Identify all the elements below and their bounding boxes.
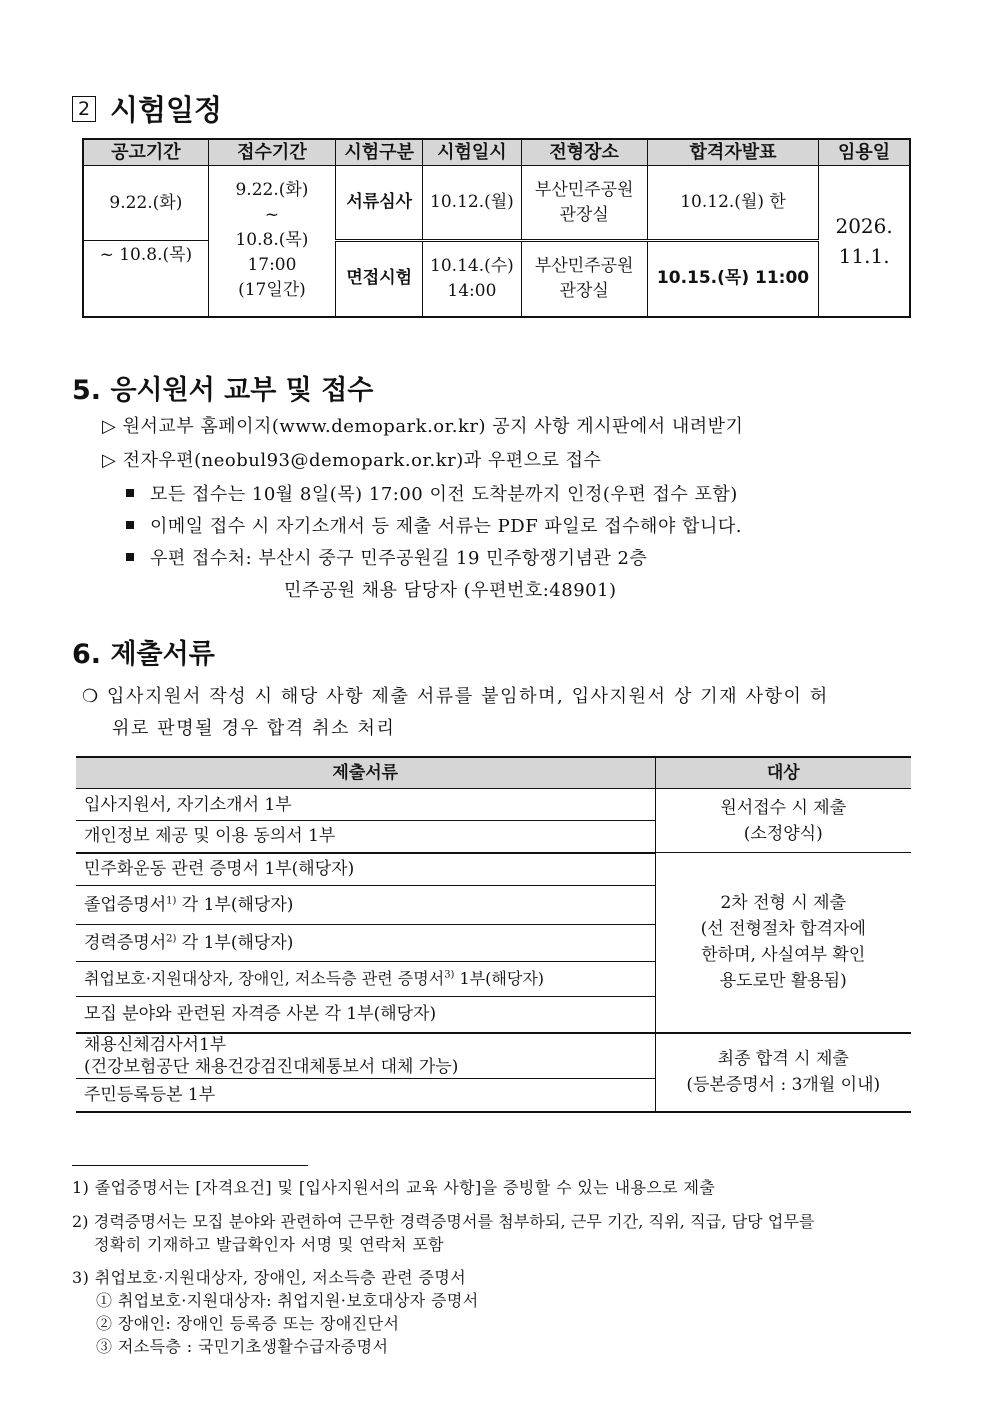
footnote-1: 1) 졸업증명서는 [자격요건] 및 [입사지원서의 교육 사항]을 증빙할 수 있는 내용으로 제출 (72, 1178, 716, 1197)
target-line: 용도로만 활용됨) (719, 971, 847, 992)
target-line: 2차 전형 시 제출 (720, 893, 847, 914)
exam-type-interview: 면접시험 (336, 241, 423, 317)
footnote-3-item-1: ① 취업보호·지원대상자: 취업지원·보호대상자 증명서 (96, 1291, 479, 1310)
target-group-2 (655, 853, 911, 1033)
target-line: (선 전형절차 합격자에 (700, 919, 866, 940)
doc-text: 채용신체검사서1부 (84, 1034, 227, 1055)
footnote-2-cont: 정확히 기재하고 발급확인자 서명 및 연락처 포함 (94, 1235, 445, 1254)
exam-schedule-table (82, 138, 911, 318)
section-number-box: 2 (72, 96, 96, 122)
target-line: (등본증명서 : 3개월 이내) (686, 1075, 881, 1095)
doc-text: 각 1부(해당자) (176, 933, 294, 953)
header-appointment-date: 임용일 (819, 139, 910, 166)
footnote-3-item-3: ③ 저소득층 : 국민기초생활수급자증명서 (96, 1337, 389, 1356)
doc-career-certificate (76, 925, 655, 962)
receipt-line: (17일간) (238, 280, 306, 301)
datetime-line: 14:00 (447, 280, 497, 301)
schedule-row-interview (83, 241, 910, 317)
header-exam-type: 시험구분 (336, 139, 423, 166)
receipt-line: ~ (264, 205, 280, 226)
doc-text: 취업보호·지원대상자, 장애인, 저소득층 관련 증명서 (84, 969, 445, 988)
footnote-ref: 3) (444, 969, 455, 981)
doc-protection-certificate (76, 962, 655, 997)
place-line: 부산민주공원 (534, 255, 634, 276)
section-5-title: 5. 응시원서 교부 및 접수 (72, 375, 374, 406)
doc-text: 각 1부(해당자) (176, 895, 294, 915)
announce-interview: 10.15.(목) 11:00 (647, 241, 818, 317)
section-6-intro-2: 위로 판명될 경우 합격 취소 처리 (112, 718, 396, 739)
header-exam-datetime: 시험일시 (423, 139, 521, 166)
bullet-text: 우편 접수처: 부산시 중구 민주공원길 19 민주항쟁기념관 2층 (150, 548, 648, 569)
header-announcement: 합격자발표 (647, 139, 818, 166)
place-line: 부산민주공원 (534, 179, 634, 200)
appointment-date-cell (819, 166, 910, 317)
section-5-item-download: ▷ 원서교부 홈페이지(www.demopark.or.kr) 공지 사항 게시판에서 내려받기 (102, 416, 744, 437)
docs-header-documents: 제출서류 (76, 757, 655, 789)
doc-application: 입사지원서, 자기소개서 1부 (76, 789, 655, 821)
doc-medical-exam (76, 1033, 655, 1079)
section-2-heading (72, 88, 222, 129)
exam-datetime-document (423, 166, 521, 241)
doc-text: 1부(해당자) (454, 969, 545, 988)
section-6-title: 6. 제출서류 (72, 639, 215, 670)
doc-graduation-certificate (76, 886, 655, 925)
doc-row (76, 853, 911, 886)
footnote-2: 2) 경력증명서는 모집 분야와 관련하여 근무한 경력증명서를 첨부하되, 근무 기간, 직위, 직급, 담당 업무를 (72, 1212, 815, 1231)
target-line: 원서접수 시 제출 (720, 797, 847, 818)
doc-row (76, 1033, 911, 1079)
exam-type-document: 서류심사 (336, 166, 423, 241)
section-5-item-email: ▷ 전자우편(neobul93@demopark.or.kr)과 우편으로 접수 (102, 450, 602, 471)
doc-license-copy: 모집 분야와 관련된 자격증 사본 각 1부(해당자) (76, 997, 655, 1033)
schedule-header-row (83, 139, 910, 166)
doc-row (76, 789, 911, 821)
footnote-ref: 2) (166, 933, 177, 945)
bullet-text: 이메일 접수 시 자기소개서 등 제출 서류는 PDF 파일로 접수해야 합니다. (150, 516, 742, 537)
square-bullet-icon (126, 521, 134, 529)
address-line-2: 민주공원 채용 담당자 (우편번호:48901) (284, 580, 617, 601)
target-line: 최종 합격 시 제출 (717, 1049, 849, 1069)
bullet-pdf (126, 512, 742, 538)
appointment-line: 2026. (835, 213, 893, 238)
target-group-1 (655, 789, 911, 853)
exam-datetime-interview (423, 241, 521, 317)
target-line: 한하며, 사실여부 확인 (701, 945, 866, 966)
bullet-address (126, 544, 647, 570)
place-line: 관장실 (559, 280, 609, 301)
footnote-ref: 1) (166, 895, 177, 907)
announce-document: 10.12.(월) 한 (647, 166, 818, 241)
header-exam-place: 전형장소 (521, 139, 647, 166)
doc-text: 경력증명서 (84, 933, 167, 953)
notice-end: ~ 10.8.(목) (83, 241, 208, 317)
exam-place-interview (521, 241, 647, 317)
notice-start: 9.22.(화) (83, 166, 208, 241)
doc-privacy-consent: 개인정보 제공 및 이용 동의서 1부 (76, 821, 655, 853)
docs-header-row (76, 757, 911, 789)
doc-text: (건강보험공단 채용건강검진대체통보서 대체 가능) (84, 1056, 459, 1077)
place-line: 관장실 (559, 204, 609, 225)
receipt-period-cell (208, 166, 335, 317)
receipt-line: 9.22.(화) (235, 180, 309, 201)
doc-resident-registration: 주민등록등본 1부 (76, 1079, 655, 1112)
target-line: (소정양식) (743, 823, 823, 844)
required-documents-table (76, 756, 911, 1113)
header-receipt-period: 접수기간 (208, 139, 335, 166)
doc-text: 졸업증명서 (84, 895, 167, 915)
datetime-line: 10.12.(월) (430, 192, 514, 212)
receipt-line: 17:00 (247, 255, 297, 276)
section-2-title: 시험일정 (110, 93, 223, 127)
target-group-3 (655, 1033, 911, 1112)
doc-democracy-certificate: 민주화운동 관련 증명서 1부(해당자) (76, 853, 655, 886)
footnote-divider (72, 1165, 308, 1166)
section-6-intro-1: ❍ 입사지원서 작성 시 해당 사항 제출 서류를 붙임하며, 입사지원서 상 기재 사항이 허 (82, 686, 829, 707)
datetime-line: 10.14.(수) (430, 255, 514, 276)
footnote-3: 3) 취업보호·지원대상자, 장애인, 저소득층 관련 증명서 (72, 1268, 467, 1287)
header-notice-period: 공고기간 (83, 139, 208, 166)
square-bullet-icon (126, 489, 134, 497)
receipt-line: 10.8.(목) (235, 230, 309, 251)
schedule-row-document-screening (83, 166, 910, 241)
footnote-3-item-2: ② 장애인: 장애인 등록증 또는 장애진단서 (96, 1314, 400, 1333)
bullet-deadline (126, 480, 738, 506)
appointment-line: 11.1. (838, 243, 890, 268)
exam-place-document (521, 166, 647, 241)
square-bullet-icon (126, 553, 134, 561)
docs-header-target: 대상 (655, 757, 911, 789)
bullet-text: 모든 접수는 10월 8일(목) 17:00 이전 도착분까지 인정(우편 접수 포함) (150, 484, 738, 505)
